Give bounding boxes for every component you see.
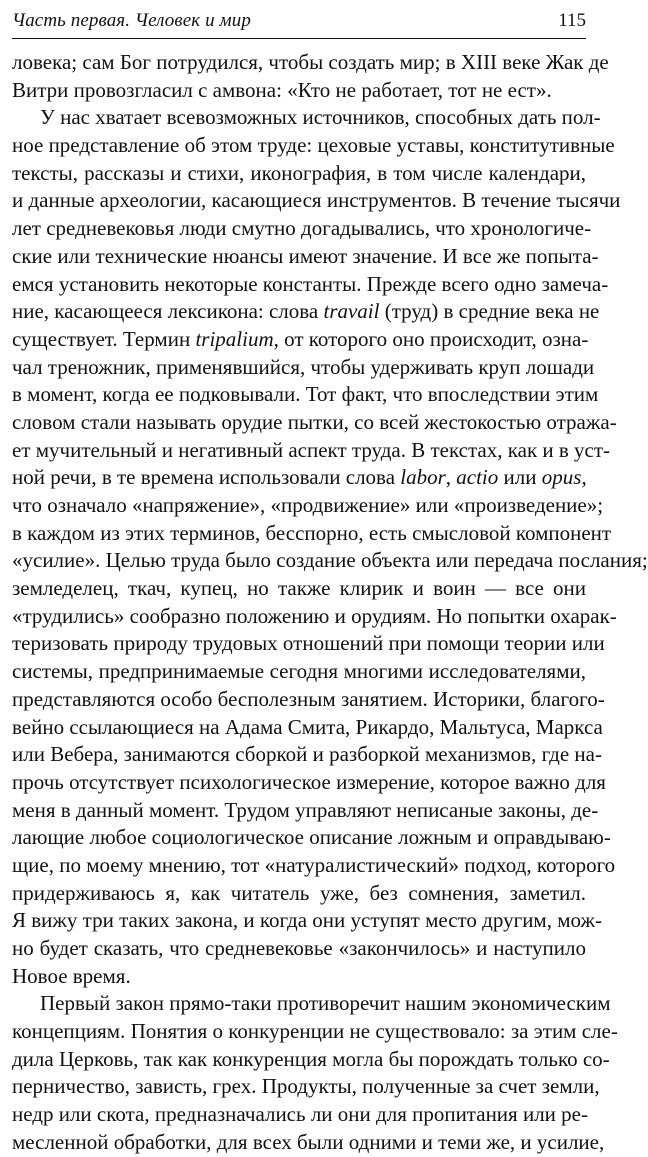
text-line: ной речи, в те времена использовали слова labor, actio или opus, [12, 465, 587, 490]
text-line: перничество, зависть, грех. Продукты, полученные за счет земли, [12, 1074, 600, 1099]
text-line: недр или скота, предназначались ли они для пропитания или ре- [12, 1102, 588, 1127]
italic-term: actio [456, 465, 499, 490]
text-line: лет средневековья люди смутно догадывались, что хронологиче- [12, 216, 592, 241]
text-line: вейно ссылающиеся на Адама Смита, Рикардо, Мальтуса, Маркса [12, 714, 603, 739]
text-line: Новое время. [12, 963, 131, 988]
text-line: ние, касающееся лексикона: слова travail (труд) в средние века не [12, 299, 600, 324]
text-line: представляются особо бесполезным занятием. Историки, благого- [12, 686, 605, 711]
text-line: ное представление об этом труде: цеховые уставы, конститутивные [12, 133, 615, 158]
body-text [12, 49, 648, 1157]
text-line: ские или технические нюансы имеют значение. И все же попыта- [12, 243, 599, 268]
text-line: в каждом из этих терминов, бесспорно, есть смысловой компонент [12, 520, 612, 545]
text-line: что означало «напряжение», «продвижение» или «произведение»; [12, 493, 604, 517]
text-line: ет мучительный и негативный аспект труда. В текстах, как и в уст- [12, 437, 611, 462]
text-line: Первый закон прямо-таки противоречит нашим экономическим [40, 991, 611, 1016]
italic-term: tripalium [195, 326, 274, 351]
italic-term: labor [400, 465, 446, 490]
text-line: словом стали называть орудие пытки, со всей жестокостью отража- [12, 409, 617, 434]
text-line: или Вебера, занимаются сборкой и разборкой механизмов, где на- [12, 742, 602, 767]
paragraph [12, 990, 618, 1156]
header-rule [12, 38, 586, 39]
text-line: «усилие». Целью труда было создание объекта или передача послания; [12, 548, 648, 573]
text-line: концепциям. Понятия о конкуренции не существовало: за этим сле- [12, 1019, 618, 1044]
text-line: дила Церковь, так как конкуренция могла бы порождать только со- [12, 1046, 610, 1071]
text-line: и данные археологии, касающиеся инструментов. В течение тысячи [12, 188, 621, 213]
italic-term: travail [323, 299, 380, 324]
text-line: ловека; сам Бог потрудился, чтобы создать мир; в XIII веке Жак де [12, 50, 609, 74]
text-line: тексты, рассказы и стихи, иконография, в том числе календари, [12, 160, 586, 185]
text-line: Витри провозгласил с амвона: «Кто не работает, тот не ест». [12, 77, 552, 102]
text-line: меня в данный момент. Трудом управляют неписаные законы, де- [12, 797, 599, 822]
text-line: придерживаюсь я, как читатель уже, без сомнения, заметил. [12, 880, 586, 905]
text-line: прочь отсутствует психологическое измерение, которое важно для [12, 769, 606, 794]
page-number: 115 [558, 10, 586, 31]
text-line: лающие любое социологическое описание ложным и оправдываю- [12, 825, 611, 850]
italic-term: opus [541, 465, 582, 490]
text-line: в момент, когда ее подковывали. Тот факт, что впоследствии этим [12, 382, 599, 407]
text-line: У нас хватает всевозможных источников, способных дать пол- [40, 105, 601, 130]
text-line: системы, предпринимаемые сегодня многими исследователями, [12, 659, 586, 684]
paragraph [12, 104, 648, 990]
page-header [12, 4, 586, 40]
text-line: Я вижу три таких закона, и когда они уступят место другим, мож- [12, 908, 602, 933]
text-line: но будет сказать, что средневековье «закончилось» и наступило [12, 936, 586, 960]
text-line: чал треножник, применявшийся, чтобы удерживать круп лошади [12, 354, 595, 379]
text-line: месленной обработки, для всех были одними и теми же, и усилие, [12, 1129, 605, 1154]
text-line: емся установить некоторые константы. Прежде всего одно замеча- [12, 271, 609, 296]
text-line: щие, по моему мнению, тот «натуралистический» подход, которого [12, 852, 616, 877]
text-line: «трудились» сообразно положению и орудиям. Но попытки охарак- [12, 603, 617, 628]
paragraph [12, 49, 609, 104]
text-line: теризовать природу трудовых отношений при помощи теории или [12, 631, 605, 656]
text-line: существует. Термин tripalium, от которого оно происходит, озна- [12, 326, 589, 351]
text-line: земледелец, ткач, купец, но также клирик и воин — все они [12, 576, 586, 601]
running-head: Часть первая. Человек и мир [12, 10, 251, 31]
